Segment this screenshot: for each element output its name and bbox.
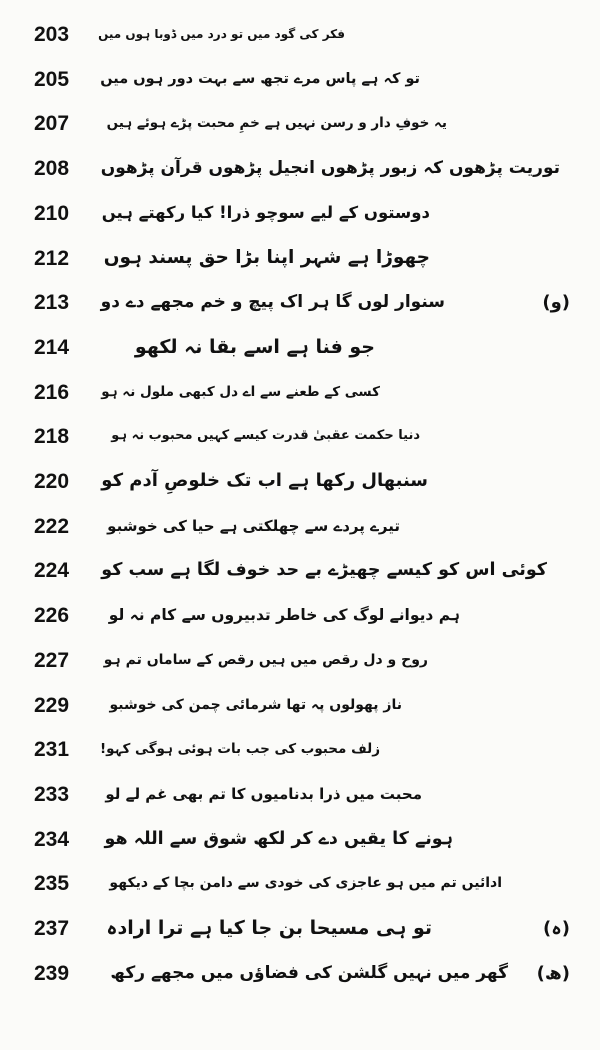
page-number: 216 — [34, 380, 70, 404]
poem-title: ہونے کا یقیں دے کر لکھ شوق سے اللہ ھو — [104, 828, 453, 849]
poem-title: فکر کی گود میں تو درد میں ڈوبا ہوں میں — [98, 27, 345, 41]
poem-title: تو کہ ہے پاس مرے تجھ سے بہت دور ہوں میں — [100, 70, 420, 87]
toc-entry[interactable] — [0, 863, 600, 907]
toc-entry[interactable] — [0, 327, 600, 371]
poem-title: تیرے پردے سے چھلکتی ہے حیا کی خوشبو — [107, 516, 400, 535]
toc-entry[interactable] — [0, 372, 600, 416]
toc-entry[interactable] — [0, 238, 600, 282]
page-number: 222 — [34, 514, 70, 538]
page-number: 224 — [34, 559, 70, 583]
poem-title: زلف محبوب کی جب بات ہوئی ہوگی کہو! — [99, 741, 380, 758]
page-number: 239 — [34, 961, 70, 985]
toc-entry[interactable] — [0, 103, 600, 147]
page-number: 212 — [34, 246, 70, 270]
page-number: 213 — [34, 291, 70, 315]
page-number: 203 — [34, 23, 70, 46]
poem-title: توریت پڑھوں کہ زبور پڑھوں انجیل پڑھوں قرآن پڑھوں — [100, 158, 560, 179]
page-number: 229 — [34, 693, 70, 717]
page-number: 234 — [34, 827, 70, 851]
page-number: 220 — [34, 470, 70, 493]
page-number: 214 — [34, 335, 70, 359]
poem-title: جو فنا ہے اسے بقا نہ لکھو — [134, 335, 375, 358]
page-number: 231 — [34, 738, 70, 762]
poem-title: روح و دل رقص میں ہیں رقص کے ساماں تم ہو — [103, 651, 428, 668]
toc-entry[interactable] — [0, 416, 600, 460]
poem-title: کسی کے طعنے سے اے دل کبھی ملول نہ ہو — [101, 383, 380, 400]
toc-entry[interactable] — [0, 729, 600, 773]
page-number: 226 — [34, 604, 70, 628]
poem-title: یہ خوفِ دار و رسن نہیں ہے خمِ محبت پڑے ہوئے ہیں — [106, 115, 447, 132]
poem-title: ناز پھولوں پہ تھا شرمائی چمن کی خوشبو — [109, 696, 402, 713]
toc-entry[interactable] — [0, 640, 600, 684]
toc-entry[interactable] — [0, 595, 600, 639]
toc-entry[interactable] — [0, 506, 600, 550]
toc-entry[interactable] — [0, 774, 600, 818]
poem-title: دنیا حکمت عقبیٰ قدرت کیسے کہیں محبوب نہ ہو — [111, 428, 420, 444]
toc-entry[interactable] — [0, 59, 600, 103]
page-number: 218 — [34, 425, 70, 449]
page-number: 233 — [34, 782, 70, 806]
poem-title: سنبھال رکھا ہے اب تک خلوصِ آدم کو — [101, 470, 428, 491]
toc-entry[interactable] — [0, 461, 600, 505]
toc-entry[interactable] — [0, 550, 600, 594]
page-number: 227 — [34, 648, 70, 672]
poem-title: تو ہی مسیحا بن جا کیا ہے ترا ارادہ — [106, 917, 432, 939]
poem-title: محبت میں ذرا بدنامیوں کا تم بھی غم لے لو — [105, 784, 422, 803]
toc-entry[interactable] — [0, 685, 600, 729]
poem-title: گھر میں نہیں گلشن کی فضاؤں میں مجھے رکھ — [110, 962, 508, 983]
poem-title: کوئی اس کو کیسے چھیڑے بے حد خوف لگا ہے سب کو — [101, 560, 547, 581]
poem-title: چھوڑا ہے شہر اپنا بڑا حق پسند ہوں — [103, 246, 430, 268]
toc-entry[interactable] — [0, 148, 600, 192]
page-number: 207 — [34, 112, 70, 136]
toc-entry[interactable] — [0, 908, 600, 952]
poem-title: دوستوں کے لیے سوچو ذرا! کیا رکھتے ہیں — [101, 202, 430, 222]
poem-title: ہم دیوانے لوگ کی خاطر تدبیروں سے کام نہ لو — [108, 606, 460, 625]
toc-entry[interactable] — [0, 193, 600, 237]
toc-entry[interactable] — [0, 953, 600, 997]
poem-title: ادائیں تم میں ہو عاجزی کی خودی سے دامن بچا کے دیکھو — [109, 875, 502, 892]
toc-entry[interactable] — [0, 14, 600, 58]
page-number: 235 — [34, 872, 70, 896]
section-marker: (ہ) — [543, 918, 570, 939]
page-number: 210 — [34, 201, 70, 225]
page-number: 208 — [34, 157, 70, 181]
toc-entry[interactable] — [0, 819, 600, 863]
section-marker: (ھ) — [536, 962, 570, 984]
toc-entry[interactable] — [0, 282, 600, 326]
section-marker: (و) — [542, 292, 570, 314]
page-number: 205 — [34, 67, 70, 91]
page-number: 237 — [34, 917, 70, 940]
poem-title: سنوار لوں گا ہر اک پیچ و خم مجھے دے دو — [100, 292, 445, 313]
